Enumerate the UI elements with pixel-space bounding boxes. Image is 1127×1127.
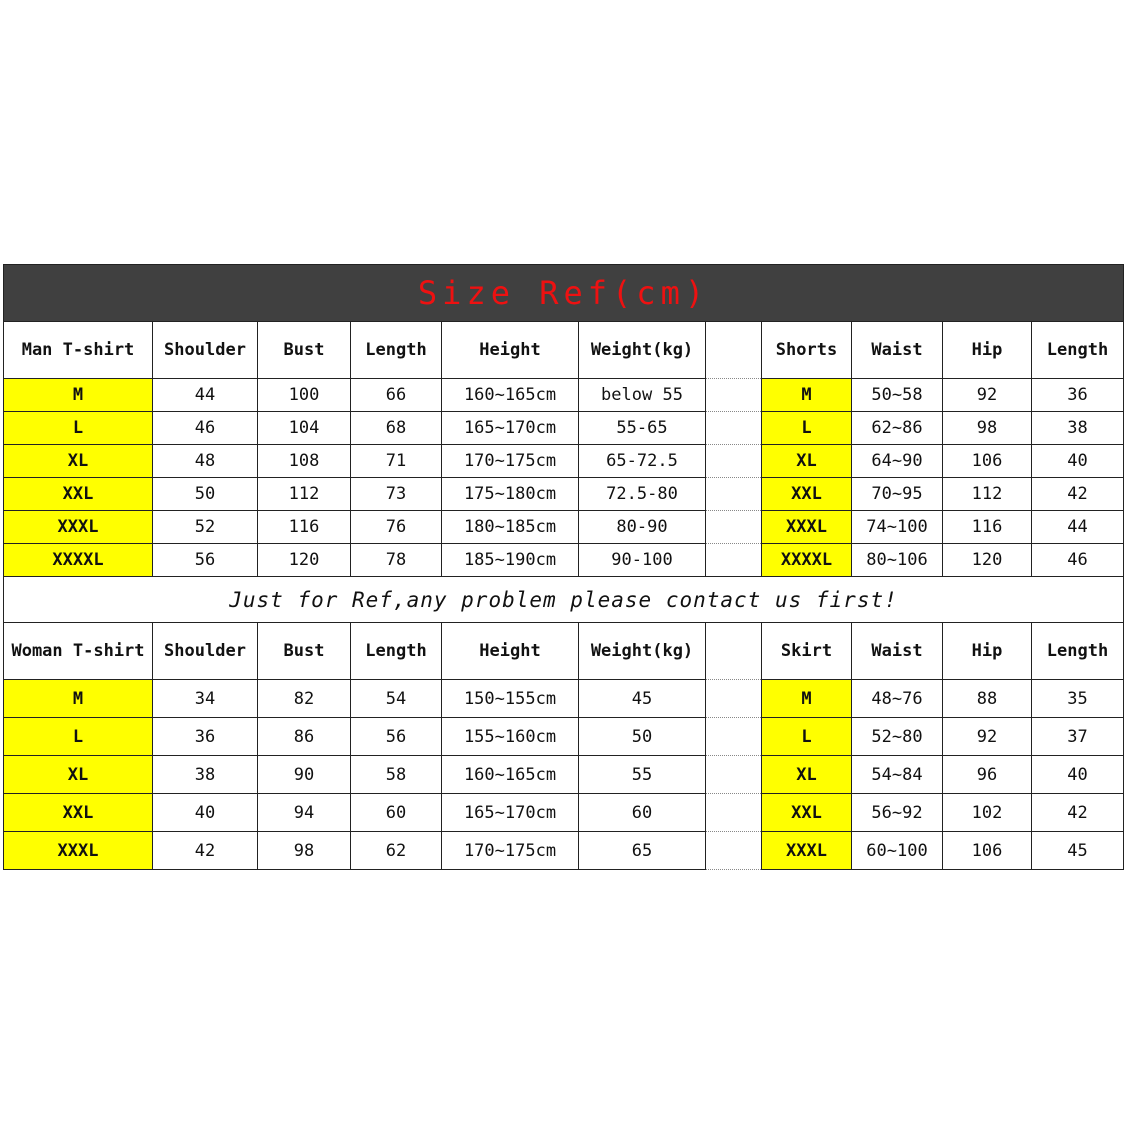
- column-header: Length: [1032, 623, 1124, 680]
- measurement-cell: 90-100: [579, 544, 706, 577]
- measurement-cell: 46: [1032, 544, 1124, 577]
- size-label: L: [762, 412, 852, 445]
- size-label: XXXL: [762, 511, 852, 544]
- size-label: XXXL: [4, 511, 153, 544]
- spacer-cell: [706, 623, 762, 680]
- measurement-cell: 120: [943, 544, 1032, 577]
- table-row: [4, 412, 1124, 445]
- woman-header-row: [4, 623, 1124, 680]
- spacer-cell: [706, 445, 762, 478]
- shorts-category-label: Shorts: [762, 322, 852, 379]
- column-header: Bust: [258, 322, 351, 379]
- woman-category-label: Woman T-shirt: [4, 623, 153, 680]
- note-text: Just for Ref,any problem please contact us first!: [4, 577, 1124, 623]
- column-header: Shoulder: [153, 623, 258, 680]
- measurement-cell: 46: [153, 412, 258, 445]
- measurement-cell: 37: [1032, 718, 1124, 756]
- table-row: [4, 445, 1124, 478]
- measurement-cell: 38: [1032, 412, 1124, 445]
- column-header: Hip: [943, 322, 1032, 379]
- measurement-cell: 102: [943, 794, 1032, 832]
- size-label: M: [4, 379, 153, 412]
- measurement-cell: 64~90: [852, 445, 943, 478]
- note-row: [4, 577, 1124, 623]
- measurement-cell: 94: [258, 794, 351, 832]
- measurement-cell: 82: [258, 680, 351, 718]
- spacer-cell: [706, 794, 762, 832]
- size-chart-table: [3, 264, 1124, 870]
- measurement-cell: 100: [258, 379, 351, 412]
- measurement-cell: 170~175cm: [442, 832, 579, 870]
- measurement-cell: 65-72.5: [579, 445, 706, 478]
- measurement-cell: 74~100: [852, 511, 943, 544]
- measurement-cell: 86: [258, 718, 351, 756]
- spacer-cell: [706, 544, 762, 577]
- table-row: [4, 718, 1124, 756]
- measurement-cell: 42: [153, 832, 258, 870]
- chart-title: Size Ref(cm): [4, 265, 1124, 322]
- size-label: M: [762, 680, 852, 718]
- size-label: XXXXL: [4, 544, 153, 577]
- measurement-cell: 72.5-80: [579, 478, 706, 511]
- size-label: XXL: [762, 794, 852, 832]
- measurement-cell: 55-65: [579, 412, 706, 445]
- measurement-cell: 70~95: [852, 478, 943, 511]
- measurement-cell: 120: [258, 544, 351, 577]
- measurement-cell: 50: [153, 478, 258, 511]
- column-header: Waist: [852, 623, 943, 680]
- column-header: Waist: [852, 322, 943, 379]
- table-row: [4, 832, 1124, 870]
- measurement-cell: 170~175cm: [442, 445, 579, 478]
- measurement-cell: 150~155cm: [442, 680, 579, 718]
- measurement-cell: 50: [579, 718, 706, 756]
- measurement-cell: 40: [1032, 756, 1124, 794]
- size-label: XXXL: [4, 832, 153, 870]
- measurement-cell: 76: [351, 511, 442, 544]
- column-header: Height: [442, 322, 579, 379]
- measurement-cell: 50~58: [852, 379, 943, 412]
- table-row: [4, 544, 1124, 577]
- measurement-cell: 180~185cm: [442, 511, 579, 544]
- measurement-cell: 52: [153, 511, 258, 544]
- table-row: [4, 511, 1124, 544]
- table-row: [4, 680, 1124, 718]
- measurement-cell: 56~92: [852, 794, 943, 832]
- column-header: Weight(kg): [579, 322, 706, 379]
- measurement-cell: 165~170cm: [442, 794, 579, 832]
- measurement-cell: 98: [943, 412, 1032, 445]
- table-row: [4, 379, 1124, 412]
- measurement-cell: 90: [258, 756, 351, 794]
- measurement-cell: 38: [153, 756, 258, 794]
- size-label: L: [4, 718, 153, 756]
- size-label: XXXXL: [762, 544, 852, 577]
- measurement-cell: 175~180cm: [442, 478, 579, 511]
- measurement-cell: 160~165cm: [442, 379, 579, 412]
- column-header: Weight(kg): [579, 623, 706, 680]
- size-label: XL: [762, 445, 852, 478]
- measurement-cell: 106: [943, 445, 1032, 478]
- measurement-cell: 45: [1032, 832, 1124, 870]
- size-label: XXL: [4, 794, 153, 832]
- measurement-cell: 98: [258, 832, 351, 870]
- measurement-cell: 160~165cm: [442, 756, 579, 794]
- measurement-cell: 44: [153, 379, 258, 412]
- measurement-cell: 66: [351, 379, 442, 412]
- measurement-cell: 35: [1032, 680, 1124, 718]
- spacer-cell: [706, 478, 762, 511]
- measurement-cell: 92: [943, 718, 1032, 756]
- measurement-cell: 48~76: [852, 680, 943, 718]
- size-label: L: [762, 718, 852, 756]
- man-header-row: [4, 322, 1124, 379]
- column-header: Length: [351, 623, 442, 680]
- size-label: M: [4, 680, 153, 718]
- measurement-cell: 185~190cm: [442, 544, 579, 577]
- measurement-cell: 88: [943, 680, 1032, 718]
- size-label: XL: [4, 445, 153, 478]
- size-label: XXXL: [762, 832, 852, 870]
- measurement-cell: 48: [153, 445, 258, 478]
- size-label: L: [4, 412, 153, 445]
- measurement-cell: 108: [258, 445, 351, 478]
- spacer-cell: [706, 379, 762, 412]
- measurement-cell: 68: [351, 412, 442, 445]
- measurement-cell: 60: [351, 794, 442, 832]
- spacer-cell: [706, 511, 762, 544]
- measurement-cell: 106: [943, 832, 1032, 870]
- column-header: Bust: [258, 623, 351, 680]
- measurement-cell: 155~160cm: [442, 718, 579, 756]
- measurement-cell: 54: [351, 680, 442, 718]
- measurement-cell: 42: [1032, 478, 1124, 511]
- size-label: XL: [762, 756, 852, 794]
- measurement-cell: 56: [351, 718, 442, 756]
- measurement-cell: 96: [943, 756, 1032, 794]
- spacer-cell: [706, 718, 762, 756]
- measurement-cell: 112: [258, 478, 351, 511]
- size-label: XXL: [762, 478, 852, 511]
- man-category-label: Man T-shirt: [4, 322, 153, 379]
- measurement-cell: 116: [258, 511, 351, 544]
- measurement-cell: 62: [351, 832, 442, 870]
- table-row: [4, 756, 1124, 794]
- measurement-cell: 116: [943, 511, 1032, 544]
- spacer-cell: [706, 322, 762, 379]
- spacer-cell: [706, 756, 762, 794]
- measurement-cell: 104: [258, 412, 351, 445]
- measurement-cell: 80~106: [852, 544, 943, 577]
- measurement-cell: 60~100: [852, 832, 943, 870]
- table-row: [4, 478, 1124, 511]
- column-header: Length: [1032, 322, 1124, 379]
- column-header: Length: [351, 322, 442, 379]
- measurement-cell: 56: [153, 544, 258, 577]
- skirt-category-label: Skirt: [762, 623, 852, 680]
- measurement-cell: 40: [153, 794, 258, 832]
- size-label: M: [762, 379, 852, 412]
- column-header: Height: [442, 623, 579, 680]
- measurement-cell: 65: [579, 832, 706, 870]
- measurement-cell: below 55: [579, 379, 706, 412]
- spacer-cell: [706, 680, 762, 718]
- measurement-cell: 36: [1032, 379, 1124, 412]
- measurement-cell: 34: [153, 680, 258, 718]
- measurement-cell: 54~84: [852, 756, 943, 794]
- measurement-cell: 45: [579, 680, 706, 718]
- measurement-cell: 55: [579, 756, 706, 794]
- spacer-cell: [706, 832, 762, 870]
- measurement-cell: 71: [351, 445, 442, 478]
- column-header: Hip: [943, 623, 1032, 680]
- measurement-cell: 44: [1032, 511, 1124, 544]
- measurement-cell: 165~170cm: [442, 412, 579, 445]
- size-label: XXL: [4, 478, 153, 511]
- measurement-cell: 92: [943, 379, 1032, 412]
- table-row: [4, 794, 1124, 832]
- measurement-cell: 73: [351, 478, 442, 511]
- measurement-cell: 52~80: [852, 718, 943, 756]
- measurement-cell: 112: [943, 478, 1032, 511]
- spacer-cell: [706, 412, 762, 445]
- measurement-cell: 60: [579, 794, 706, 832]
- measurement-cell: 36: [153, 718, 258, 756]
- measurement-cell: 40: [1032, 445, 1124, 478]
- measurement-cell: 80-90: [579, 511, 706, 544]
- column-header: Shoulder: [153, 322, 258, 379]
- measurement-cell: 42: [1032, 794, 1124, 832]
- measurement-cell: 58: [351, 756, 442, 794]
- measurement-cell: 78: [351, 544, 442, 577]
- measurement-cell: 62~86: [852, 412, 943, 445]
- size-label: XL: [4, 756, 153, 794]
